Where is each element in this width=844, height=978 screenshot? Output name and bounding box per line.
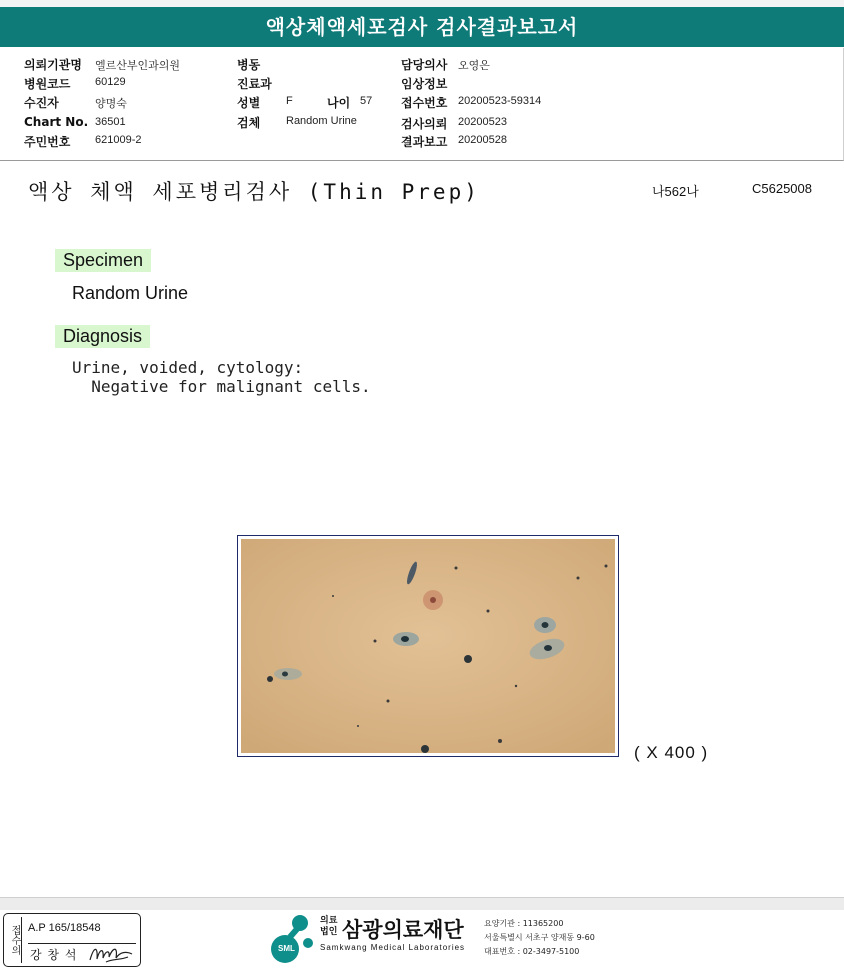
org-name: 삼광의료재단 xyxy=(342,918,464,942)
value-institution: 엘르산부인과의원 xyxy=(95,60,181,72)
label-chart-no: Chart No. xyxy=(24,115,89,129)
section-title: 액상 체액 세포병리검사 (Thin Prep) xyxy=(28,180,480,204)
label-ward: 병동 xyxy=(237,58,261,72)
logo-text: SML xyxy=(278,944,295,953)
ap-number: A.P 165/18548 xyxy=(28,922,101,934)
label-institution: 의뢰기관명 xyxy=(24,58,82,72)
value-specimen: Random Urine xyxy=(286,115,357,127)
report-title: 액상체액세포검사 검사결과보고서 xyxy=(0,7,844,47)
label-request-date: 검사의뢰 xyxy=(401,117,448,131)
value-accession-no: 20200523-59314 xyxy=(458,95,542,107)
label-sex: 성별 xyxy=(237,96,261,110)
diagnosis-line-2: Negative for malignant cells. xyxy=(72,377,371,396)
signature-box xyxy=(3,913,141,967)
specimen-label: Specimen xyxy=(55,249,151,272)
org-name-en: Samkwang Medical Laboratories xyxy=(320,943,466,952)
value-patient: 양명숙 xyxy=(95,98,127,110)
label-patient: 수진자 xyxy=(24,96,59,110)
value-doctor: 오영은 xyxy=(458,60,490,72)
value-request-date: 20200523 xyxy=(458,116,507,128)
section-code-1: 나562나 xyxy=(652,184,699,199)
value-hospital-code: 60129 xyxy=(95,76,126,88)
label-department: 진료과 xyxy=(237,77,272,91)
label-resident-no: 주민번호 xyxy=(24,135,71,149)
section-code-2: C5625008 xyxy=(752,181,812,196)
label-doctor: 담당의사 xyxy=(401,58,448,72)
value-report-date: 20200528 xyxy=(458,134,507,146)
label-report-date: 결과보고 xyxy=(401,135,448,149)
label-specimen: 검체 xyxy=(237,116,261,130)
label-clinical-info: 임상정보 xyxy=(401,77,448,91)
pathologist-name: 강 창 석 xyxy=(30,948,78,962)
bottom-rule xyxy=(0,897,844,910)
stamp-label: 접수의 xyxy=(7,917,22,963)
value-age: 57 xyxy=(360,95,373,107)
org-address: 서울특별시 서초구 양재동 9-60 xyxy=(484,933,595,942)
microscopy-image xyxy=(237,535,619,757)
sml-logo-icon xyxy=(270,913,316,965)
specimen-value: Random Urine xyxy=(72,283,189,303)
diagnosis-label: Diagnosis xyxy=(55,325,150,348)
value-chart-no: 36501 xyxy=(95,116,126,128)
label-age: 나이 xyxy=(327,96,351,110)
org-prefix: 의료법인 xyxy=(320,916,338,937)
label-accession-no: 접수번호 xyxy=(401,96,448,110)
value-sex: F xyxy=(286,95,293,107)
value-resident-no: 621009-2 xyxy=(95,134,142,146)
label-hospital-code: 병원코드 xyxy=(24,77,71,91)
diagnosis-line-1: Urine, voided, cytology: xyxy=(72,358,304,377)
org-phone: 대표번호 : 02-3497-5100 xyxy=(484,947,580,956)
signature-icon xyxy=(88,942,136,964)
info-box xyxy=(0,48,844,161)
magnification-label: ( X 400 ) xyxy=(634,743,709,762)
microscopy-photo xyxy=(238,536,618,756)
agency-number: 요양기관 : 11365200 xyxy=(484,919,564,928)
